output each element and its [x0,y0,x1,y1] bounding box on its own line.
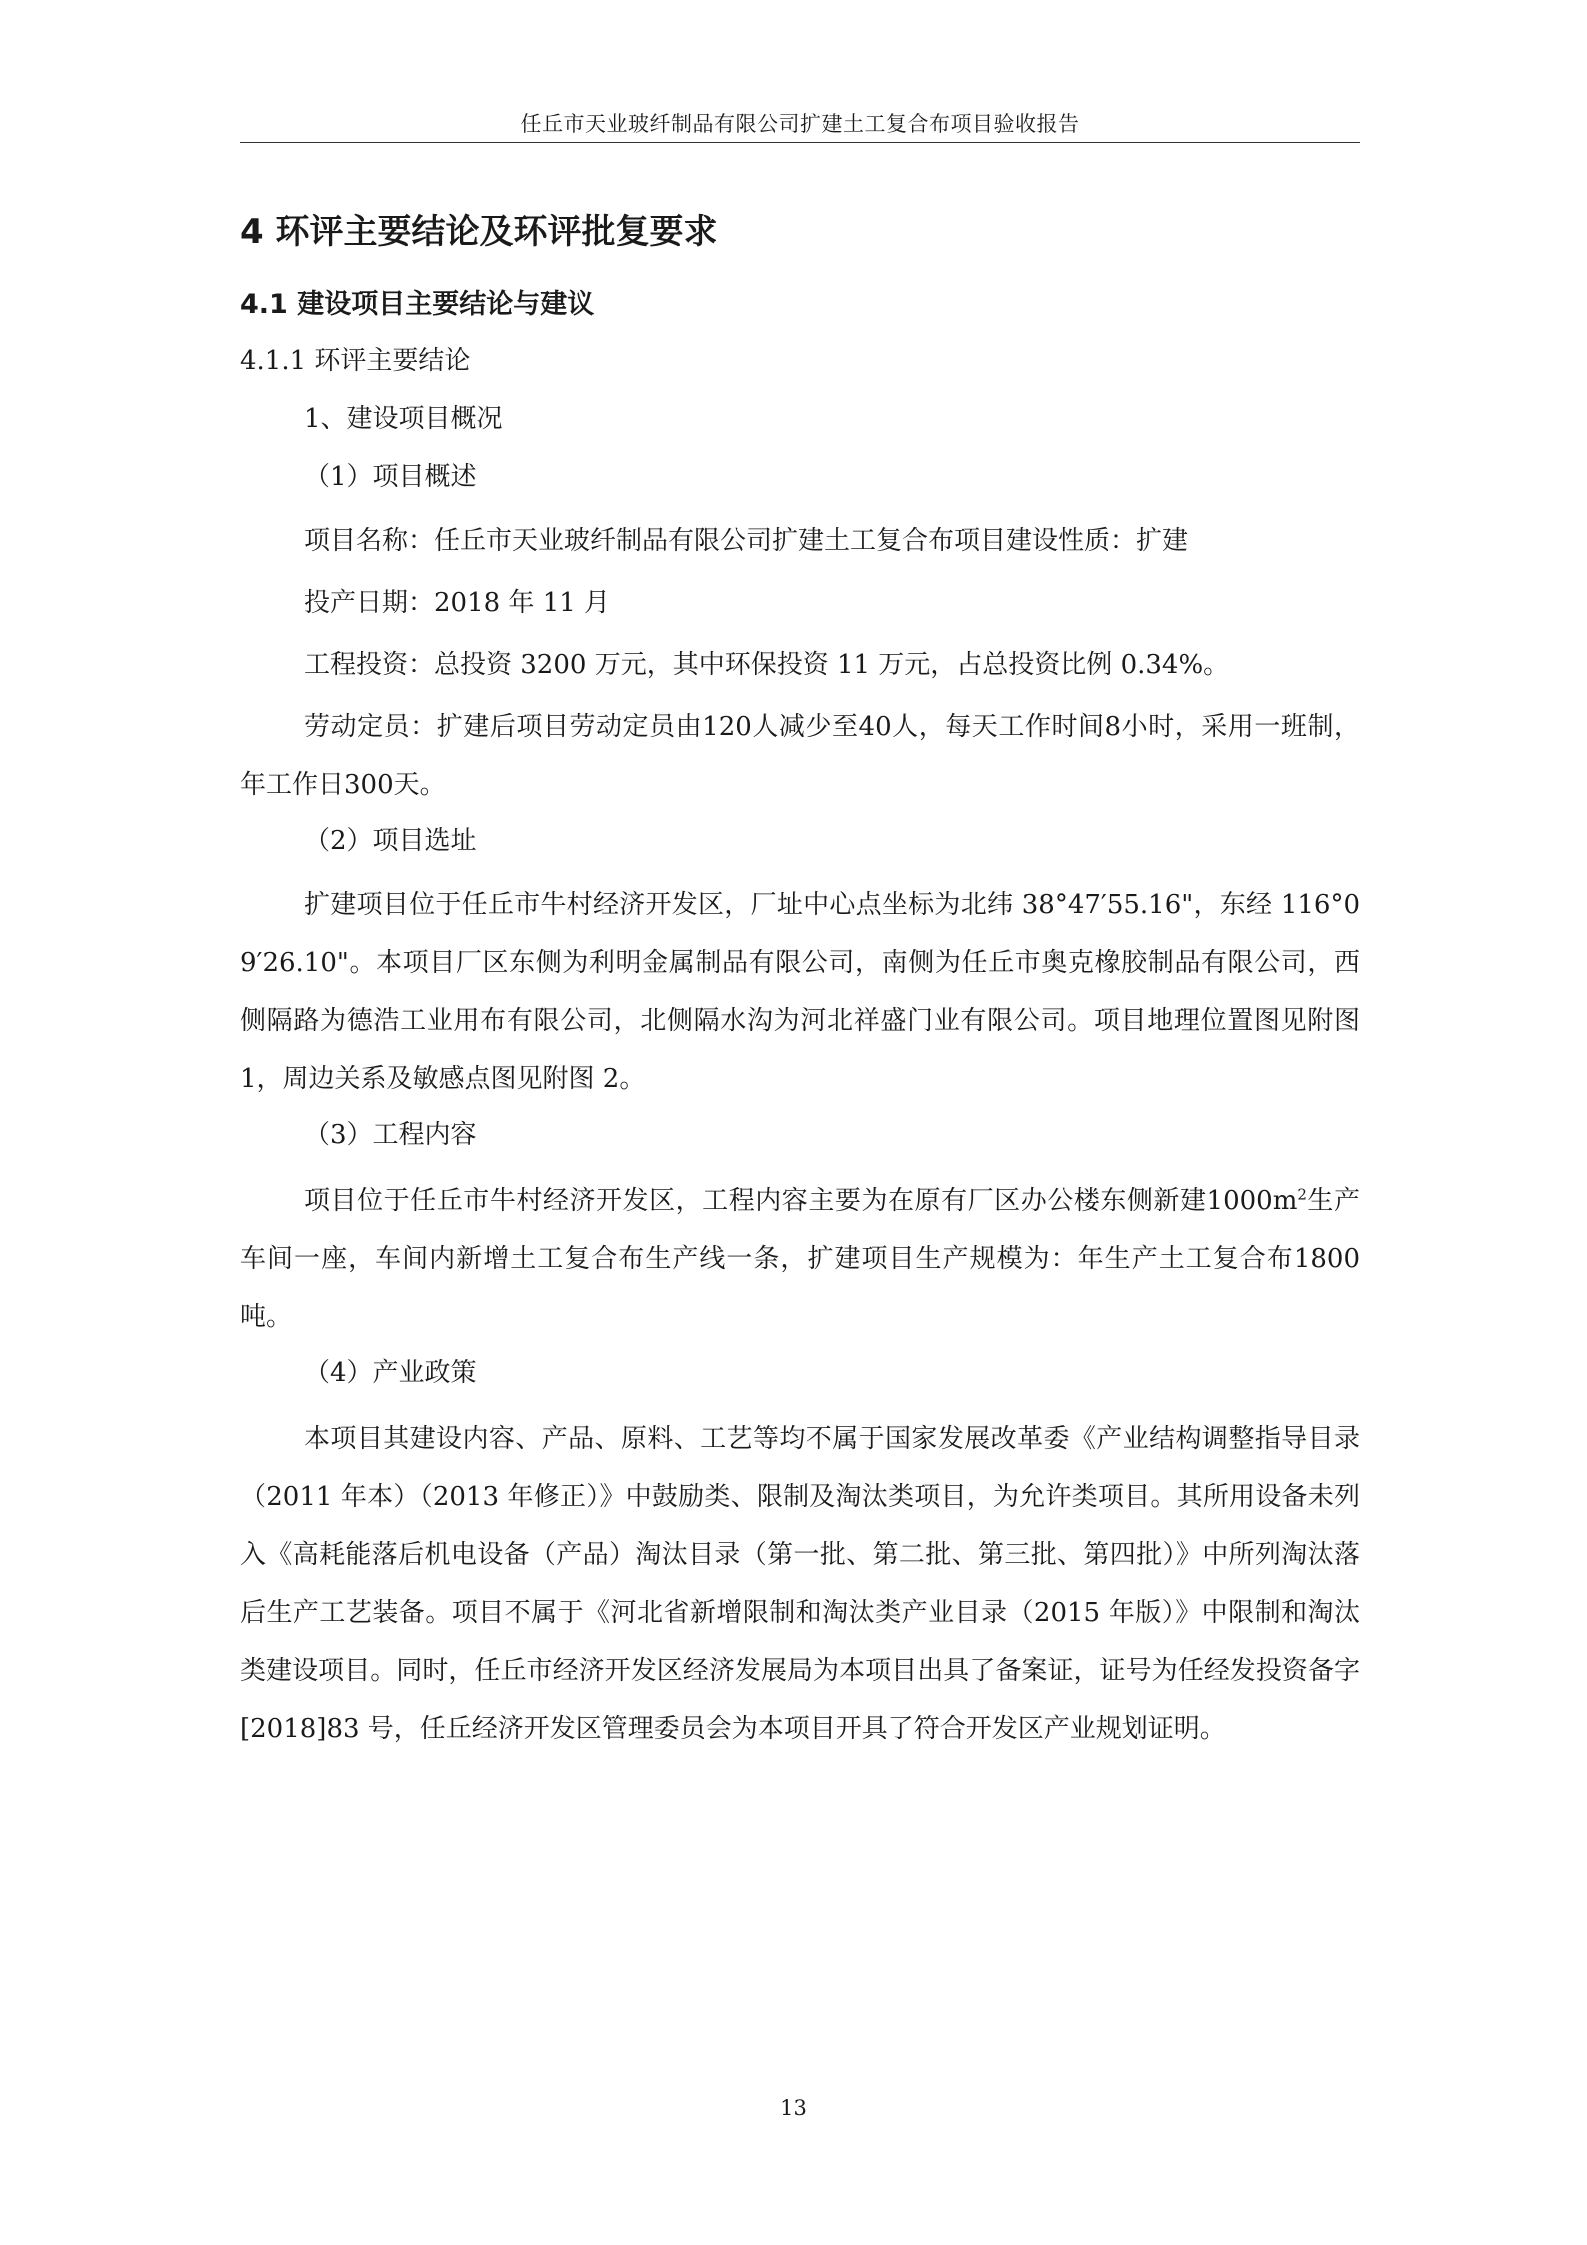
works-text-part1: 项目位于任丘市牛村经济开发区，工程内容主要为在原有厂区办公楼东侧新建1000m [304,1186,1298,1216]
paragraph-site: 扩建项目位于任丘市牛村经济开发区，厂址中心点坐标为北纬 38°47′55.16"，东经 116°09′26.10"。本项目厂区东侧为利明金属制品有限公司，南侧为任丘市奥克橡胶制品有限公司，西侧隔路为德浩工业用布有限公司，北侧隔水沟为河北祥盛门业有限公司。项目地理位置图见附图 1，周边关系及敏感点图见附图 2。 [240,890,1360,1094]
subsection-heading: 4.1.1 环评主要结论 [240,346,471,376]
document-body [240,200,1360,1762]
running-header: 任丘市天业玻纤制品有限公司扩建土工复合布项目验收报告 [520,112,1080,136]
paragraph-investment: 工程投资：总投资 3200 万元，其中环保投资 11 万元，占总投资比例 0.34%。 [304,650,1230,680]
works-text-part2: 生产车间一座，车间内新增土工复合布生产线一条，扩建项目生产规模为：年生产土工复合布1800吨。 [240,1186,1360,1332]
item-heading-overview: 1、建设项目概况 [304,404,503,434]
subitem-heading-works: （3）工程内容 [304,1120,477,1150]
paragraph-policy: 本项目其建设内容、产品、原料、工艺等均不属于国家发展改革委《产业结构调整指导目录（2011 年本）（2013 年修正）》中鼓励类、限制及淘汰类项目，为允许类项目。其所用设备未列入《高耗能落后机电设备（产品）淘汰目录（第一批、第二批、第三批、第四批）》中所列淘汰落后生产工艺装备。项目不属于《河北省新增限制和淘汰类产业目录（2015 年版）》中限制和淘汰类建设项目。同时，任丘市经济开发区经济发展局为本项目出具了备案证，证号为任经发投资备字[2018]83 号，任丘经济开发区管理委员会为本项目开具了符合开发区产业规划证明。 [240,1424,1360,1744]
section-heading: 4.1 建设项目主要结论与建议 [240,289,595,320]
superscript-2: 2 [1297,1185,1307,1204]
paragraph-start-date: 投产日期：2018 年 11 月 [304,588,611,618]
paragraph-works [240,1172,1360,1346]
subitem-heading-policy: （4）产业政策 [304,1358,477,1388]
header-divider [240,142,1360,143]
subitem-heading-summary: （1）项目概述 [304,462,477,492]
paragraph-labor: 劳动定员：扩建后项目劳动定员由120人减少至40人，每天工作时间8小时，采用一班制，年工作日300天。 [240,712,1360,800]
paragraph-project-name: 项目名称：任丘市天业玻纤制品有限公司扩建土工复合布项目建设性质：扩建 [304,526,1189,556]
subitem-heading-site: （2）项目选址 [304,826,477,856]
chapter-heading: 4 环评主要结论及环评批复要求 [240,212,718,252]
page-number: 13 [780,2096,807,2120]
